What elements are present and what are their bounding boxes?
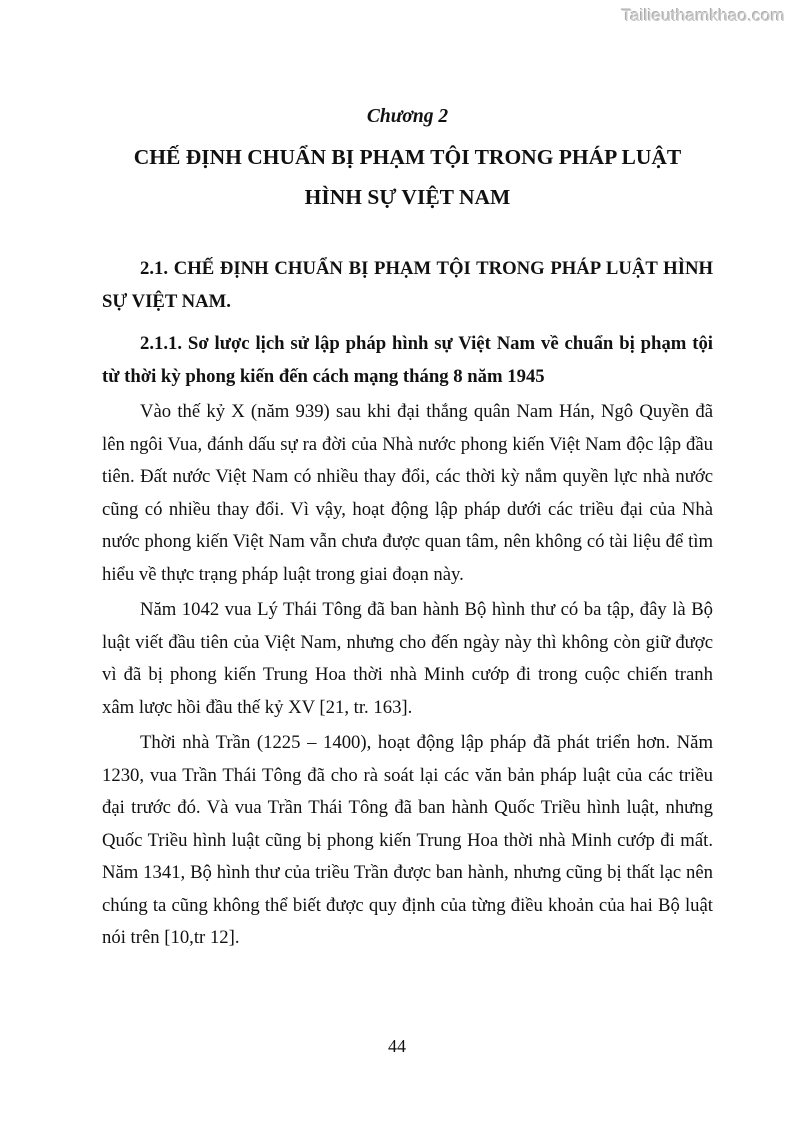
section-heading-2-1-1: 2.1.1. Sơ lược lịch sử lập pháp hình sự Việt Nam về chuẩn bị phạm tội từ thời kỳ phong kiến đến cách mạng tháng 8 năm 1945 (102, 333, 713, 387)
chapter-title-line-1: CHẾ ĐỊNH CHUẨN BỊ PHẠM TỘI TRONG PHÁP LUẬT (133, 145, 682, 169)
chapter-title-line-2: HÌNH SỰ VIỆT NAM (304, 185, 511, 209)
section-heading-2-1: 2.1. CHẾ ĐỊNH CHUẨN BỊ PHẠM TỘI TRONG PHÁP LUẬT HÌNH SỰ VIỆT NAM. (102, 258, 713, 312)
paragraph-3: Thời nhà Trần (1225 – 1400), hoạt động lập pháp đã phát triển hơn. Năm 1230, vua Trần Thái Tông đã cho rà soát lại các văn bản pháp luật của các triều đại trước đó. Và vua Trần Thái Tông đã ban hành Quốc Triều hình luật, nhưng Quốc Triều hình luật cũng bị phong kiến Trung Hoa thời nhà Minh cướp đi mất. Năm 1341, Bộ hình thư của triều Trần được ban hành, nhưng cũng bị thất lạc nên chúng ta cũng không thể biết được quy định của từng điều khoản của hai Bộ luật nói trên [10,tr 12]. (102, 732, 713, 948)
chapter-label: Chương 2 (366, 106, 449, 127)
paragraph-1: Vào thế kỷ X (năm 939) sau khi đại thắng quân Nam Hán, Ngô Quyền đã lên ngôi Vua, đánh dấu sự ra đời của Nhà nước phong kiến Việt Nam độc lập đầu tiên. Đất nước Việt Nam có nhiều thay đổi, các thời kỳ nắm quyền lực nhà nước cũng có nhiều thay đổi. Vì vậy, hoạt động lập pháp dưới các triều đại của Nhà nước phong kiến Việt Nam vẫn chưa được quan tâm, nên không có tài liệu để tìm hiểu về thực trạng pháp luật trong giai đoạn này. (102, 401, 713, 585)
chapter-title (102, 137, 713, 217)
watermark: Tailieuthamkhao.com (621, 6, 785, 25)
page-content (102, 0, 713, 958)
page-number: 44 (388, 1036, 406, 1056)
paragraph-2: Năm 1042 vua Lý Thái Tông đã ban hành Bộ hình thư có ba tập, đây là Bộ luật viết đầu tiên của Việt Nam, nhưng cho đến ngày này thì không còn giữ được vì đã bị phong kiến Trung Hoa thời nhà Minh cướp đi trong cuộc chiến tranh xâm lược hồi đầu thế kỷ XV [21, tr. 163]. (102, 599, 713, 718)
